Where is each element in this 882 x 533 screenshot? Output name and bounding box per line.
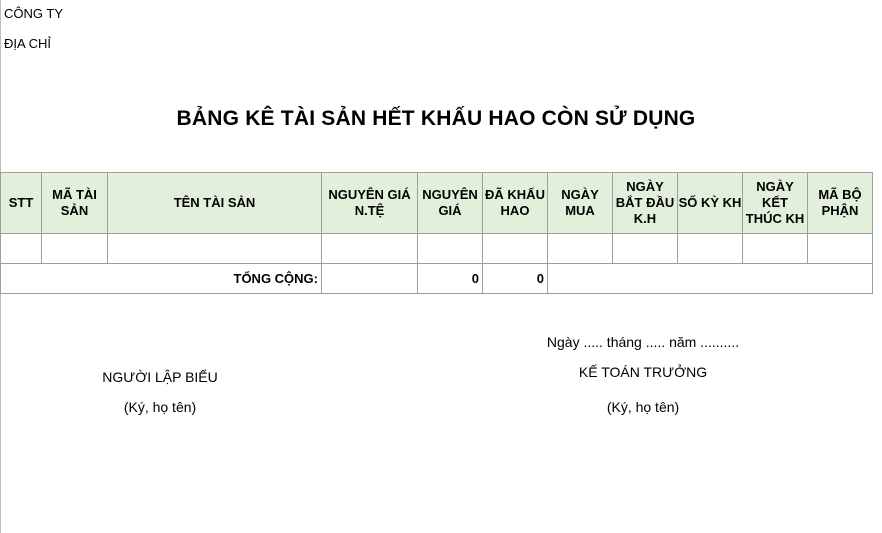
header-da-khau-hao[interactable]: ĐÃ KHẤU HAO <box>483 173 548 234</box>
total-row <box>1 264 873 294</box>
header-nguyen-gia[interactable]: NGUYÊN GIÁ <box>418 173 483 234</box>
cell-ngay-bat-dau-kh[interactable] <box>613 234 678 264</box>
header-ten-tai-san[interactable]: TÊN TÀI SẢN <box>108 173 322 234</box>
cell-so-ky-kh[interactable] <box>678 234 743 264</box>
total-rest[interactable] <box>548 264 873 294</box>
date-line: Ngày ..... tháng ..... năm .......... <box>546 334 740 350</box>
header-ma-tai-san[interactable]: MÃ TÀI SẢN <box>42 173 108 234</box>
asset-table <box>0 172 873 294</box>
total-da-khau-hao[interactable]: 0 <box>483 264 548 294</box>
total-nguyen-gia[interactable]: 0 <box>418 264 483 294</box>
preparer-note: (Ký, họ tên) <box>123 399 197 415</box>
cell-ten-tai-san[interactable] <box>108 234 322 264</box>
cell-ngay-ket-thuc-kh[interactable] <box>743 234 808 264</box>
cell-nguyen-gia-nte[interactable] <box>322 234 418 264</box>
cell-nguyen-gia[interactable] <box>418 234 483 264</box>
header-nguyen-gia-nte[interactable]: NGUYÊN GIÁ N.TỆ <box>322 173 418 234</box>
cell-ma-tai-san[interactable] <box>42 234 108 264</box>
total-label[interactable]: TỔNG CỘNG: <box>1 264 322 294</box>
header-ngay-ket-thuc-kh[interactable]: NGÀY KẾT THÚC KH <box>743 173 808 234</box>
cell-ma-bo-phan[interactable] <box>808 234 873 264</box>
accountant-note: (Ký, họ tên) <box>606 399 680 415</box>
header-so-ky-kh[interactable]: SỐ KỲ KH <box>678 173 743 234</box>
address-label: ĐỊA CHỈ <box>4 36 51 51</box>
header-ngay-bat-dau-kh[interactable]: NGÀY BẮT ĐẦU K.H <box>613 173 678 234</box>
cell-da-khau-hao[interactable] <box>483 234 548 264</box>
header-stt[interactable]: STT <box>1 173 42 234</box>
report-title: BẢNG KÊ TÀI SẢN HẾT KHẤU HAO CÒN SỬ DỤNG <box>176 107 696 130</box>
header-ngay-mua[interactable]: NGÀY MUA <box>548 173 613 234</box>
total-nguyen-gia-nte[interactable] <box>322 264 418 294</box>
preparer-title: NGƯỜI LẬP BIỂU <box>102 369 218 385</box>
table-header-row <box>1 173 873 234</box>
cell-stt[interactable] <box>1 234 42 264</box>
table-row <box>1 234 873 264</box>
cell-ngay-mua[interactable] <box>548 234 613 264</box>
accountant-title: KẾ TOÁN TRƯỞNG <box>578 364 708 380</box>
header-ma-bo-phan[interactable]: MÃ BỘ PHẬN <box>808 173 873 234</box>
company-label: CÔNG TY <box>4 6 63 21</box>
